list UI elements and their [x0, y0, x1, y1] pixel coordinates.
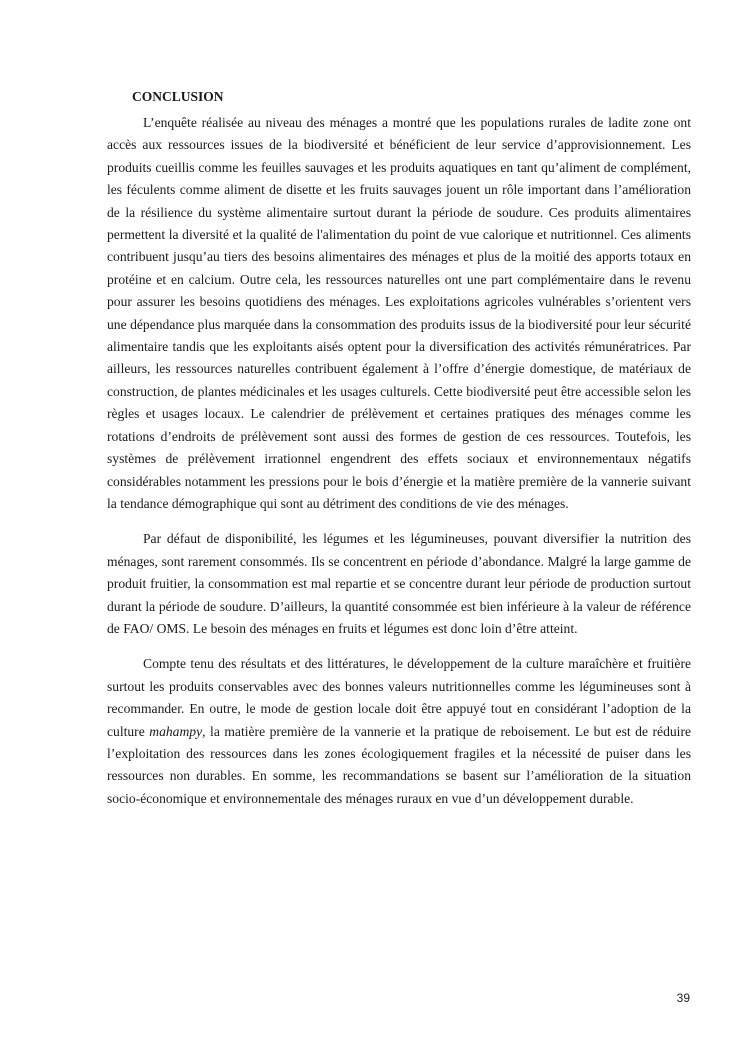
section-heading: CONCLUSION: [132, 89, 224, 104]
document-page: [107, 87, 691, 810]
paragraph-2: Par défaut de disponibilité, les légumes et les légumineuses, pouvant diversifier la nutrition des ménages, sont rarement consommés. Ils se concentrent en période d’abondance. Malgré la large gamme de produit fruitier, la consommation est mal repartie et se concentre durant leur période de production surtout durant la période de soudure. D’ailleurs, la quantité consommée est bien inférieure à la valeur de référence de FAO/ OMS. Le besoin des ménages en fruits et légumes est donc loin d’être atteint.: [107, 531, 691, 636]
page-number: 39: [676, 991, 690, 1005]
paragraph-3: [107, 653, 691, 810]
paragraph-3-text-end: , la matière première de la vannerie et la pratique de reboisement. Le but est de réduire l’exploitation des ressources dans les zones écologiquement fragiles et la nécessité de puiser dans les ressources non durables. En somme, les recommandations se basent sur l’amélioration de la situation socio-économique et environnementale des ménages ruraux en vue d’un développement durable.: [107, 723, 692, 806]
paragraph-3-text-start: Compte tenu des résultats et des littératures, le développement de la culture maraîchère et fruitière surtout les produits conservables avec des bonnes valeurs nutritionnelles comme les légumineuses sont à recommander. En outre, le mode de gestion locale doit être appuyé tout en considérant l’adoption de la culture: [107, 656, 691, 739]
italic-term: mahampy: [149, 723, 203, 739]
paragraph-1: L’enquête réalisée au niveau des ménages a montré que les populations rurales de ladite zone ont accès aux ressources issues de la biodiversité et bénéficient de leur service d’approvisionnement. Les produits cueillis comme les feuilles sauvages et les produits aquatiques en tant qu’aliment de complément, les féculents comme aliment de disette et les fruits sauvages jouent un rôle important dans l’amélioration de la résilience du système alimentaire surtout durant la période de soudure. Ces produits alimentaires permettent la diversité et la qualité de l'alimentation du point de vue calorique et nutritionnel. Ces aliments contribuent jusqu’au tiers des besoins alimentaires des ménages et plus de la moitié des apports totaux en protéine et en calcium. Outre cela, les ressources naturelles ont une part complémentaire dans le revenu pour assurer les besoins quotidiens des ménages. Les exploitations agricoles vulnérables s’orientent vers une dépendance plus marquée dans la consommation des produits issus de la biodiversité pour leur sécurité alimentaire tandis que les exploitants aisés optent pour la diversification des activités rémunératrices. Par ailleurs, les ressources naturelles contribuent également à l’offre d’énergie domestique, de matériaux de construction, de plantes médicinales et les usages culturels. Cette biodiversité peut être accessible selon les règles et usages locaux. Le calendrier de prélèvement et certaines pratiques des ménages comme les rotations d’endroits de prélèvement sont aussi des formes de gestion de ces ressources. Toutefois, les systèmes de prélèvement irrationnel engendrent des effets sociaux et environnementaux négatifs considérables notamment les pressions pour le bois d’énergie et la matière première de la vannerie suivant la tendance démographique qui sont au détriment des conditions de vie des ménages.: [107, 115, 691, 511]
